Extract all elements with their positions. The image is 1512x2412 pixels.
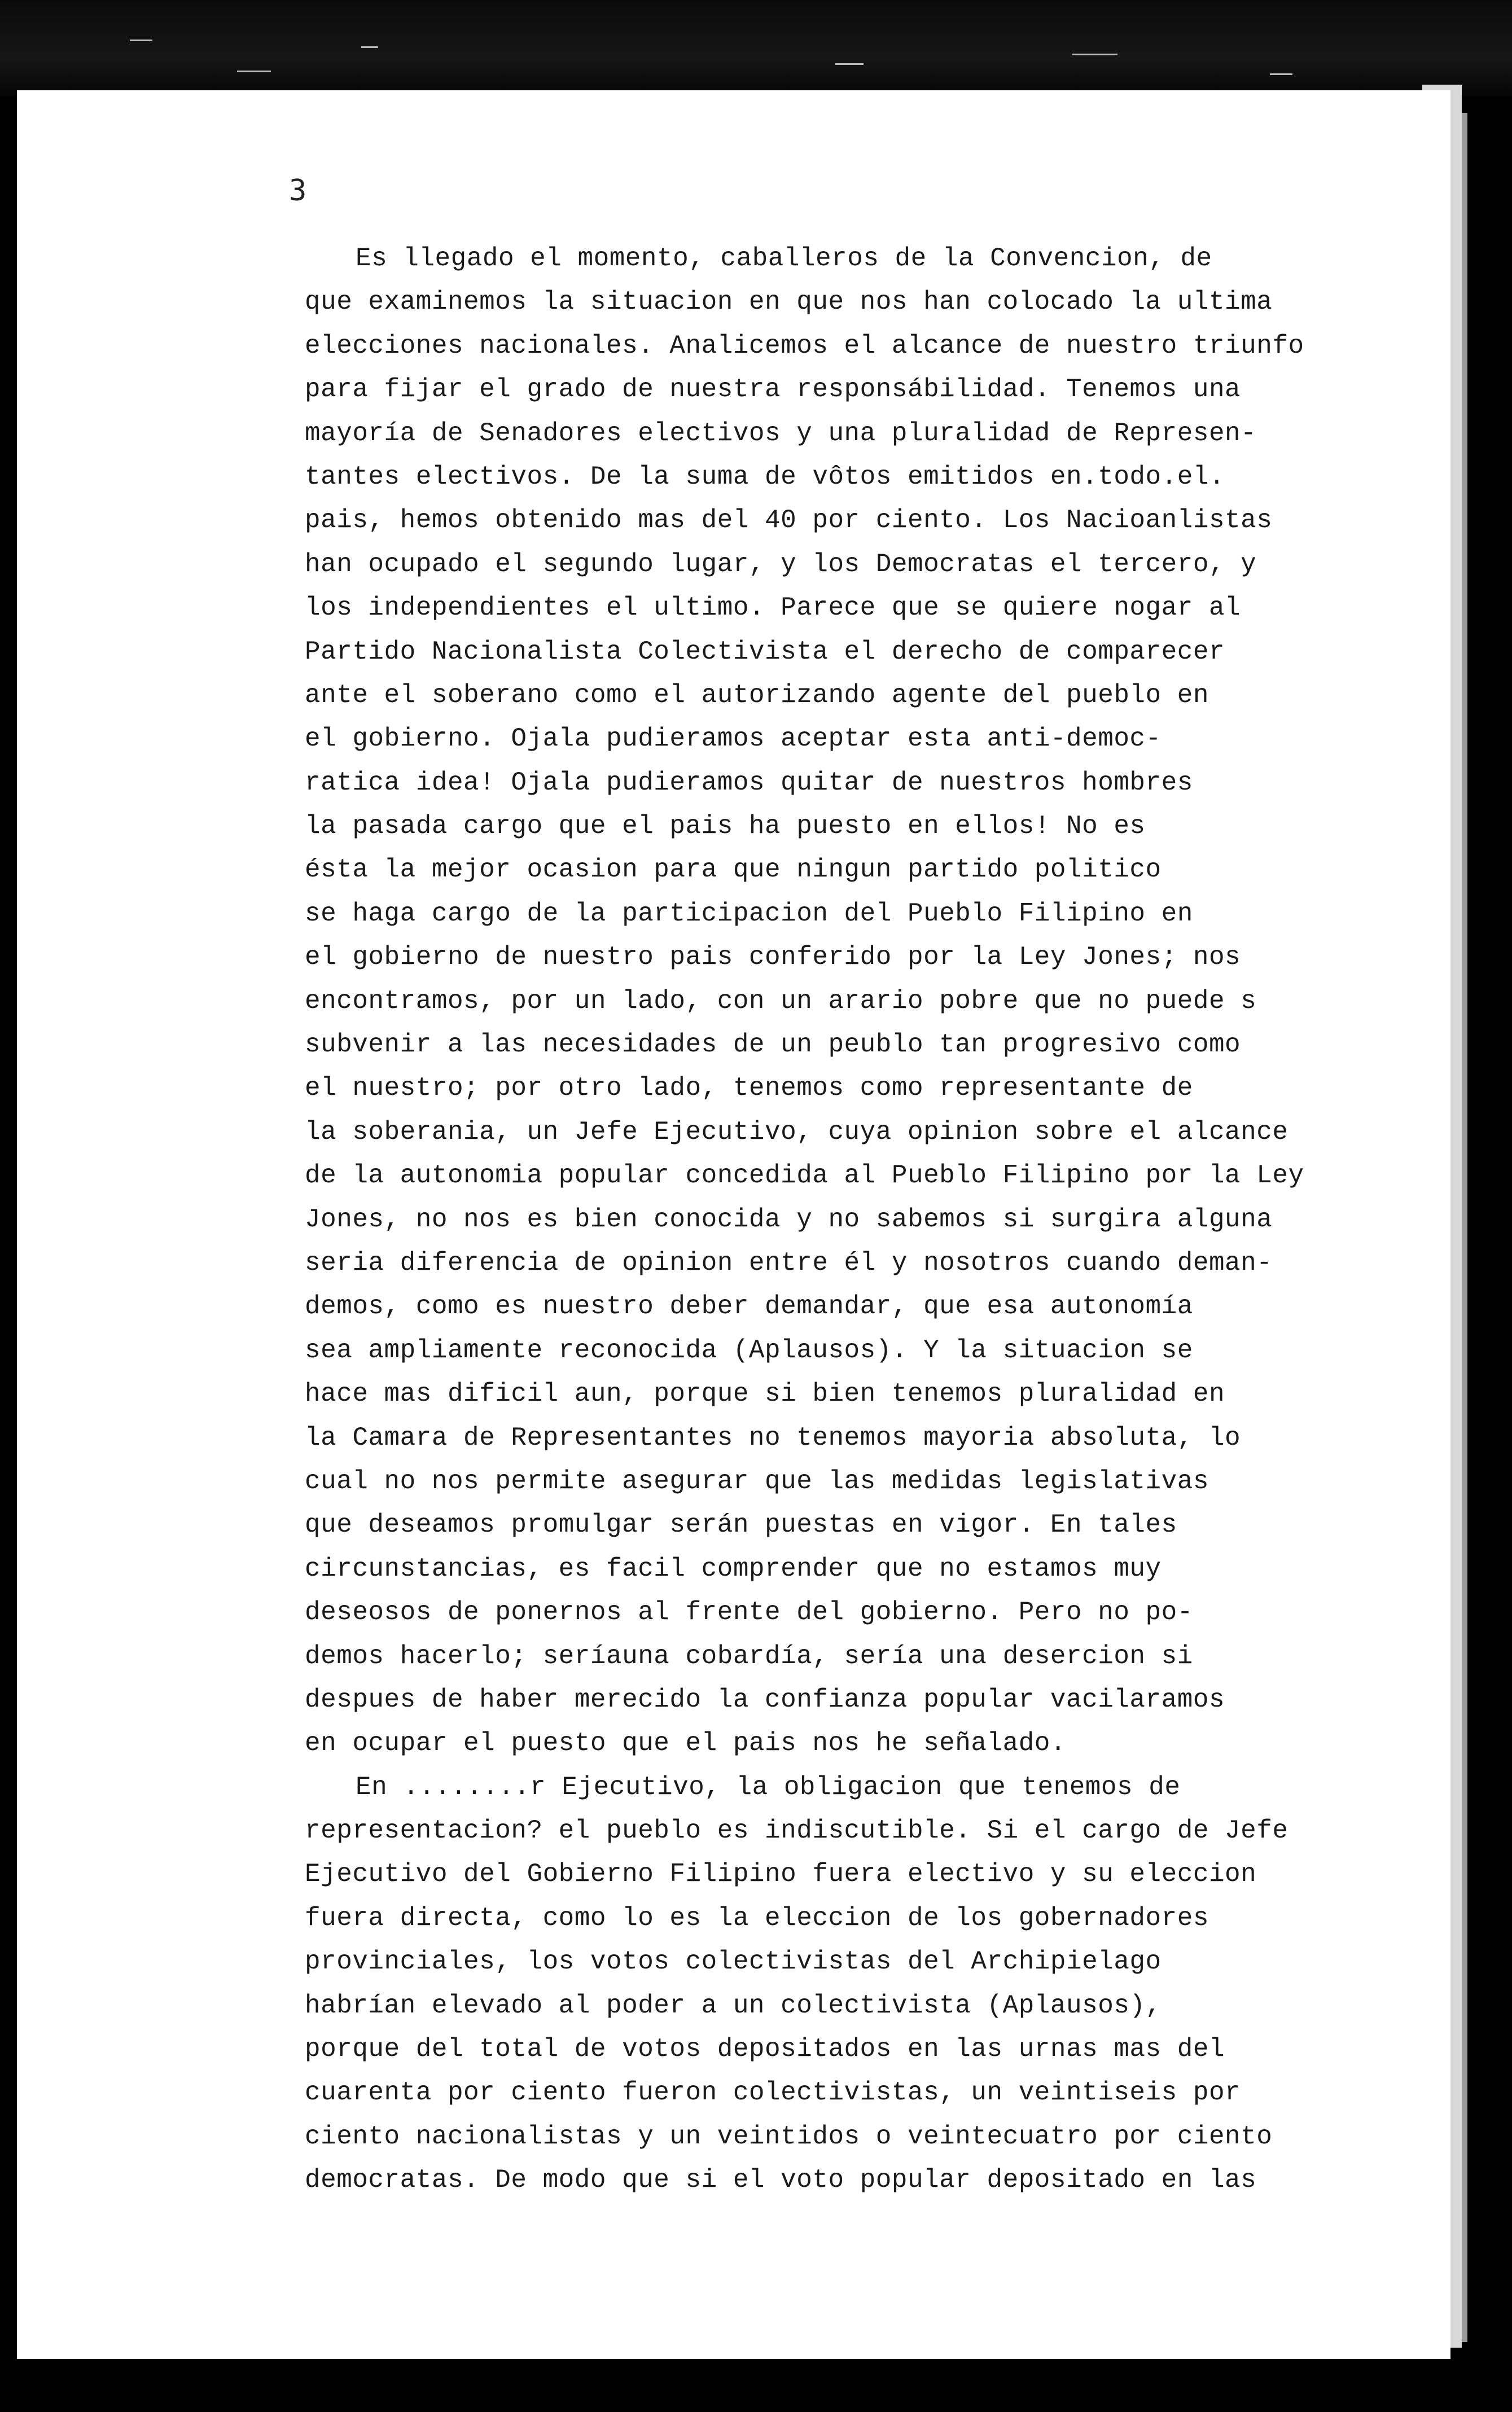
text-line: demos hacerlo; seríauna cobardía, sería una desercion si bbox=[305, 1641, 1193, 1671]
text-line: Jones, no nos es bien conocida y no sabemos si surgira alguna bbox=[305, 1204, 1273, 1234]
text-line: cuarenta por ciento fueron colectivistas, un veintiseis por bbox=[305, 2078, 1241, 2108]
text-line: para fijar el grado de nuestra responsábilidad. Tenemos una bbox=[305, 375, 1241, 405]
scan-speck bbox=[835, 63, 864, 65]
text-line: provinciales, los votos colectivistas del Archipielago bbox=[305, 1947, 1162, 1977]
text-line: hace mas dificil aun, porque si bien tenemos pluralidad en bbox=[305, 1379, 1225, 1409]
text-line: Partido Nacionalista Colectivista el derecho de comparecer bbox=[305, 637, 1225, 666]
text-line: la pasada cargo que el pais ha puesto en ellos! No es bbox=[305, 812, 1146, 841]
text-line: que deseamos promulgar serán puestas en vigor. En tales bbox=[305, 1510, 1177, 1540]
text-line: seria diferencia de opinion entre él y nosotros cuando deman- bbox=[305, 1248, 1273, 1278]
text-line: el gobierno. Ojala pudieramos aceptar esta anti-democ- bbox=[305, 724, 1162, 754]
text-line: los independientes el ultimo. Parece que se quiere nogar al bbox=[305, 593, 1241, 623]
text-line: ratica idea! Ojala pudieramos quitar de nuestros hombres bbox=[305, 768, 1193, 797]
typescript-body bbox=[305, 237, 1338, 2203]
scan-speck bbox=[361, 46, 378, 48]
text-line: representacion? el pueblo es indiscutible. Si el cargo de Jefe bbox=[305, 1816, 1289, 1846]
text-line: la soberania, un Jefe Ejecutivo, cuya opinion sobre el alcance bbox=[305, 1117, 1289, 1147]
text-line: ésta la mejor ocasion para que ningun partido politico bbox=[305, 855, 1162, 885]
scan-top-edge bbox=[0, 0, 1512, 96]
text-line: Ejecutivo del Gobierno Filipino fuera electivo y su eleccion bbox=[305, 1860, 1257, 1889]
scan-speck bbox=[1072, 54, 1117, 55]
text-line: de la autonomia popular concedida al Pueblo Filipino por la Ley bbox=[305, 1161, 1304, 1191]
text-line: el nuestro; por otro lado, tenemos como representante de bbox=[305, 1073, 1193, 1103]
text-line: habrían elevado al poder a un colectivista (Aplausos), bbox=[305, 1990, 1162, 2020]
text-line: ante el soberano como el autorizando agente del pueblo en bbox=[305, 680, 1209, 710]
text-line: se haga cargo de la participacion del Pueblo Filipino en bbox=[305, 898, 1193, 928]
text-line: ciento nacionalistas y un veintidos o veintecuatro por ciento bbox=[305, 2121, 1273, 2151]
page-number: 3 bbox=[289, 174, 307, 208]
text-line: democratas. De modo que si el voto popular depositado en las bbox=[305, 2165, 1257, 2195]
text-line: que examinemos la situacion en que nos han colocado la ultima bbox=[305, 287, 1273, 317]
text-line: Es llegado el momento, caballeros de la Convencion, de bbox=[356, 244, 1212, 273]
text-line: la Camara de Representantes no tenemos mayoria absoluta, lo bbox=[305, 1423, 1241, 1453]
text-line: despues de haber merecido la confianza popular vacilaramos bbox=[305, 1685, 1225, 1714]
text-line: sea ampliamente reconocida (Aplausos). Y la situacion se bbox=[305, 1335, 1193, 1365]
scan-speck bbox=[1270, 73, 1292, 75]
scan-speck bbox=[130, 40, 152, 41]
text-line: deseosos de ponernos al frente del gobierno. Pero no po- bbox=[305, 1598, 1193, 1628]
text-line: tantes electivos. De la suma de vôtos emitidos en.todo.el. bbox=[305, 462, 1225, 492]
scan-speck bbox=[237, 71, 271, 72]
text-line: porque del total de votos depositados en las urnas mas del bbox=[305, 2034, 1225, 2064]
text-line: han ocupado el segundo lugar, y los Democratas el tercero, y bbox=[305, 549, 1257, 579]
text-line: fuera directa, como lo es la eleccion de los gobernadores bbox=[305, 1903, 1209, 1933]
text-line: En ........r Ejecutivo, la obligacion que tenemos de bbox=[356, 1772, 1181, 1802]
text-line: pais, hemos obtenido mas del 40 por ciento. Los Nacioanlistas bbox=[305, 506, 1273, 536]
text-line: circunstancias, es facil comprender que no estamos muy bbox=[305, 1554, 1162, 1584]
text-line: el gobierno de nuestro pais conferido por la Ley Jones; nos bbox=[305, 942, 1241, 972]
text-line: elecciones nacionales. Analicemos el alcance de nuestro triunfo bbox=[305, 331, 1304, 361]
text-line: subvenir a las necesidades de un peublo tan progresivo como bbox=[305, 1030, 1241, 1060]
text-line: encontramos, por un lado, con un arario pobre que no puede s bbox=[305, 986, 1257, 1016]
text-line: en ocupar el puesto que el pais nos he señalado. bbox=[305, 1729, 1067, 1758]
text-line: mayoría de Senadores electivos y una pluralidad de Represen- bbox=[305, 418, 1257, 448]
text-line: cual no nos permite asegurar que las medidas legislativas bbox=[305, 1466, 1209, 1496]
text-line: demos, como es nuestro deber demandar, que esa autonomía bbox=[305, 1292, 1193, 1322]
